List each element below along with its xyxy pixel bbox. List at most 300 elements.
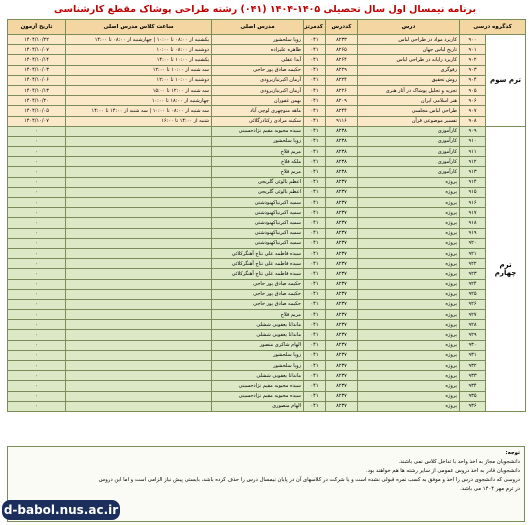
unit-cell: ۰۴۱ <box>304 381 326 391</box>
table-row <box>8 259 526 269</box>
header-exam: تاریخ آزمون <box>8 20 66 35</box>
group-code-cell: ۹۲۴ <box>460 279 486 289</box>
table-row <box>8 147 526 157</box>
unit-cell: ۰۴۱ <box>304 177 326 187</box>
time-cell <box>66 208 212 218</box>
course-cell: پروژه <box>358 350 460 360</box>
course-code-cell: ۸۲۳۷ <box>326 279 358 289</box>
unit-cell: ۰۴۱ <box>304 45 326 55</box>
time-cell <box>66 218 212 228</box>
course-cell: کارآموزی <box>358 147 460 157</box>
group-code-cell: ۹۱۵ <box>460 187 486 197</box>
course-cell: کارآموزی <box>358 136 460 146</box>
course-cell: تفسیر موضوعی قرآن <box>358 116 460 126</box>
course-cell: پروژه <box>358 279 460 289</box>
group-code-cell: ۹۲۳ <box>460 269 486 279</box>
exam-date-cell: ۱۴۰۴/۱۰/۰۳ <box>8 65 66 75</box>
course-code-cell: ۸۲۳۷ <box>326 289 358 299</box>
unit-cell: ۰۴۱ <box>304 75 326 85</box>
time-cell <box>66 310 212 320</box>
teacher-cell: آرمان اکبرنیازبرودی <box>212 85 304 95</box>
unit-cell: ۰۴۱ <box>304 116 326 126</box>
teacher-cell: سمیه اکبرنیاکهنودشتی <box>212 218 304 228</box>
course-code-cell: ۸۲۴۴ <box>326 106 358 116</box>
time-cell <box>66 136 212 146</box>
teacher-cell: سیده فاطمه علی نتاج آهنگرکلائی <box>212 269 304 279</box>
time-cell <box>66 381 212 391</box>
unit-cell: ۰۴۱ <box>304 299 326 309</box>
teacher-cell: سکینه مرادی رکنادرگلائی <box>212 116 304 126</box>
table-row <box>8 401 526 411</box>
group-code-cell: ۹۰۱ <box>460 45 486 55</box>
term-label-3: ترم سوم <box>486 35 526 127</box>
unit-cell: ۰۴۱ <box>304 401 326 411</box>
exam-date-cell: ۰ <box>8 391 66 401</box>
exam-date-cell: ۰ <box>8 401 66 411</box>
exam-date-cell: ۰ <box>8 279 66 289</box>
term-label-4: ترم چهارم <box>486 126 526 411</box>
time-cell <box>66 361 212 371</box>
table-row <box>8 279 526 289</box>
table-row <box>8 289 526 299</box>
time-cell: دوشنبه از ۰۸:۰۰ تا ۱۰:۰۰ <box>66 45 212 55</box>
course-cell: پروژه <box>358 238 460 248</box>
table-row <box>8 228 526 238</box>
teacher-cell: سیده محبوبه مقیم نژادحسینی <box>212 391 304 401</box>
time-cell <box>66 198 212 208</box>
table-row <box>8 35 526 45</box>
course-code-cell: ۸۲۶۴ <box>326 55 358 65</box>
teacher-cell: سیده فاطمه علی نتاج آهنگرکلائی <box>212 248 304 258</box>
course-cell: روش تحقیق <box>358 75 460 85</box>
exam-date-cell: ۱۴۰۴/۱۰/۰۵ <box>8 106 66 116</box>
time-cell <box>66 289 212 299</box>
group-code-cell: ۹۱۴ <box>460 177 486 187</box>
unit-cell: ۰۴۱ <box>304 391 326 401</box>
course-cell: رفوگری <box>358 65 460 75</box>
group-code-cell: ۹۲۹ <box>460 330 486 340</box>
header-teacher: مدرس اصلی <box>212 20 304 35</box>
exam-date-cell: ۰ <box>8 269 66 279</box>
teacher-cell: زویا سلحشور <box>212 35 304 45</box>
group-code-cell: ۹۰۰ <box>460 35 486 45</box>
group-code-cell: ۹۰۷ <box>460 106 486 116</box>
time-cell: شنبه از ۱۴:۰۰ تا ۱۶:۰۰ <box>66 116 212 126</box>
time-cell <box>66 187 212 197</box>
course-code-cell: ۸۲۲۶ <box>326 85 358 95</box>
table-row <box>8 208 526 218</box>
table-row <box>8 177 526 187</box>
group-code-cell: ۹۲۵ <box>460 289 486 299</box>
course-code-cell: ۸۲۳۷ <box>326 208 358 218</box>
time-cell: سه شنبه از ۱۲:۰۰ تا ۱۵:۰۰ <box>66 85 212 95</box>
time-cell: سه شنبه از ۱۰:۰۰ تا ۱۲:۰۰ <box>66 65 212 75</box>
unit-cell: ۰۴۱ <box>304 248 326 258</box>
unit-cell: ۰۴۱ <box>304 259 326 269</box>
teacher-cell: مریم فلاح <box>212 310 304 320</box>
course-cell: طراحی لباس مجلسی <box>358 106 460 116</box>
course-code-cell: ۹۱۱۶ <box>326 116 358 126</box>
table-row <box>8 381 526 391</box>
course-code-cell: ۸۲۳۷ <box>326 248 358 258</box>
teacher-cell: مریم فلاح <box>212 147 304 157</box>
page-title: برنامه نیمسال اول سال تحصیلی ۱۴۰۵-۱۴۰۴ (۰۴۱) رشته طراحی پوشاک مقطع کارشناسی <box>53 4 477 15</box>
exam-date-cell: ۰ <box>8 289 66 299</box>
course-cell: پروژه <box>358 330 460 340</box>
table-row <box>8 299 526 309</box>
header-group-code: کدگروه درسی <box>460 20 526 35</box>
unit-cell: ۰۴۱ <box>304 96 326 106</box>
group-code-cell: ۹۱۹ <box>460 228 486 238</box>
unit-cell: ۰۴۱ <box>304 279 326 289</box>
exam-date-cell: ۱۴۰۴/۱۰/۱۳ <box>8 85 66 95</box>
course-code-cell: ۸۲۳۸ <box>326 126 358 136</box>
exam-date-cell: ۰ <box>8 381 66 391</box>
header-row <box>8 20 526 35</box>
header-course: درس <box>358 20 460 35</box>
exam-date-cell: ۱۴۰۴/۱۰/۰۷ <box>8 45 66 55</box>
table-row <box>8 106 526 116</box>
course-code-cell: ۸۲۳۷ <box>326 330 358 340</box>
table-row <box>8 269 526 279</box>
unit-cell: ۰۴۱ <box>304 310 326 320</box>
course-cell: پروژه <box>358 187 460 197</box>
teacher-cell: حکیمه صادق پور حاجی <box>212 299 304 309</box>
teacher-cell: سمیه اکبرنیاکهنودشتی <box>212 208 304 218</box>
teacher-cell: الهام شاکری منصور <box>212 340 304 350</box>
course-cell: کارآموزی <box>358 167 460 177</box>
time-cell: یکشنبه از ۰۸:۰۰ تا ۱۰:۰۰ | چهارشنبه از ۰۸:۰۰ تا ۱۴:۰۰ <box>66 35 212 45</box>
course-code-cell: ۸۲۳۷ <box>326 218 358 228</box>
exam-date-cell: ۰ <box>8 218 66 228</box>
time-cell <box>66 320 212 330</box>
course-cell: پروژه <box>358 299 460 309</box>
course-code-cell: ۸۲۳۷ <box>326 391 358 401</box>
teacher-cell: ماندانا یعقوبی ششلی <box>212 371 304 381</box>
table-row <box>8 96 526 106</box>
unit-cell: ۰۴۱ <box>304 65 326 75</box>
course-cell: کارآموزی <box>358 157 460 167</box>
course-cell: تجزیه و تحلیل پوشاک در آثار هنری <box>358 85 460 95</box>
group-code-cell: ۹۱۱ <box>460 147 486 157</box>
time-cell <box>66 177 212 187</box>
time-cell: یکشنبه از ۱۰:۰۰ تا ۱۴:۰۰ <box>66 55 212 65</box>
teacher-cell: سمیه اکبرنیاکهنودشتی <box>212 238 304 248</box>
course-cell: پروژه <box>358 310 460 320</box>
course-cell: کارآموزی <box>358 126 460 136</box>
course-code-cell: ۸۲۳۷ <box>326 228 358 238</box>
group-code-cell: ۹۳۶ <box>460 401 486 411</box>
site-logo[interactable]: d-babol.nus.ac.ir <box>2 500 120 520</box>
course-cell: پروژه <box>358 289 460 299</box>
table-row <box>8 218 526 228</box>
table-row <box>8 167 526 177</box>
time-cell <box>66 228 212 238</box>
course-cell: پروژه <box>358 381 460 391</box>
teacher-cell: اعظم بالوئی گلریجی <box>212 177 304 187</box>
course-code-cell: ۸۲۲۴ <box>326 75 358 85</box>
teacher-cell: ماندانا یعقوبی ششلی <box>212 320 304 330</box>
header-unit: کدمرتز <box>304 20 326 35</box>
schedule-body <box>8 35 526 412</box>
exam-date-cell: ۰ <box>8 350 66 360</box>
table-row <box>8 187 526 197</box>
time-cell <box>66 248 212 258</box>
note-line: دروسی که دانشجوی درس را اخذ و موفق به کسب نمره قبولی نشده است و یا شرکت در کلاسهای آن در پایان نیمسال درس را حذف کرده باشد، بایستی پیش نیاز الزامی است و اما این دروس <box>98 477 520 483</box>
teacher-cell: آیدا عقلی <box>212 55 304 65</box>
time-cell <box>66 259 212 269</box>
exam-date-cell: ۰ <box>8 371 66 381</box>
time-cell: چهارشنبه از ۱۸:۰۰ تا ۱۰:۰۰ <box>66 96 212 106</box>
group-code-cell: ۹۱۳ <box>460 167 486 177</box>
table-row <box>8 371 526 381</box>
group-code-cell: ۹۰۴ <box>460 75 486 85</box>
table-row <box>8 238 526 248</box>
time-cell <box>66 167 212 177</box>
group-code-cell: ۹۰۵ <box>460 85 486 95</box>
table-row <box>8 340 526 350</box>
time-cell <box>66 269 212 279</box>
unit-cell: ۰۴۱ <box>304 147 326 157</box>
teacher-cell: زویا سلحشور <box>212 361 304 371</box>
table-row <box>8 85 526 95</box>
unit-cell: ۰۴۱ <box>304 350 326 360</box>
course-code-cell: ۸۲۳۷ <box>326 381 358 391</box>
unit-cell: ۰۴۱ <box>304 85 326 95</box>
unit-cell: ۰۴۱ <box>304 269 326 279</box>
header-course-code: کددرس <box>326 20 358 35</box>
group-code-cell: ۹۰۳ <box>460 65 486 75</box>
group-code-cell: ۹۳۱ <box>460 350 486 360</box>
exam-date-cell: ۱۴۰۴/۱۰/۲۰ <box>8 96 66 106</box>
notes-heading: توجه: <box>505 450 520 456</box>
time-cell <box>66 299 212 309</box>
unit-cell: ۰۴۱ <box>304 238 326 248</box>
course-cell: پروژه <box>358 177 460 187</box>
table-row <box>8 136 526 146</box>
teacher-cell: سیده محبوبه مقیم نژادحسینی <box>212 381 304 391</box>
exam-date-cell: ۰ <box>8 177 66 187</box>
note-line: دانشجویان مجاز به اخذ واحد با تداخل کلاس نمی باشند. <box>398 459 520 465</box>
teacher-cell: اعظم بالوئی گلریجی <box>212 187 304 197</box>
course-cell: پروژه <box>358 401 460 411</box>
time-cell <box>66 126 212 136</box>
teacher-cell: طاهره علیزاده <box>212 45 304 55</box>
course-code-cell: ۸۲۳۸ <box>326 157 358 167</box>
group-code-cell: ۹۳۵ <box>460 391 486 401</box>
unit-cell: ۰۴۱ <box>304 340 326 350</box>
unit-cell: ۰۴۱ <box>304 320 326 330</box>
group-code-cell: ۹۱۰ <box>460 136 486 146</box>
course-code-cell: ۸۲۳۸ <box>326 136 358 146</box>
teacher-cell: ملکه فلاح <box>212 157 304 167</box>
course-code-cell: ۸۲۶۵ <box>326 45 358 55</box>
teacher-cell: زویا سلحشور <box>212 136 304 146</box>
course-cell: هنر اسلامی ایران <box>358 96 460 106</box>
course-code-cell: ۸۲۳۸ <box>326 147 358 157</box>
course-cell: پروژه <box>358 371 460 381</box>
group-code-cell: ۹۱۷ <box>460 208 486 218</box>
time-cell <box>66 371 212 381</box>
unit-cell: ۰۴۱ <box>304 198 326 208</box>
unit-cell: ۰۴۱ <box>304 35 326 45</box>
unit-cell: ۰۴۱ <box>304 289 326 299</box>
table-row <box>8 310 526 320</box>
table-row <box>8 198 526 208</box>
course-code-cell: ۸۲۳۷ <box>326 177 358 187</box>
exam-date-cell: ۰ <box>8 167 66 177</box>
table-row <box>8 65 526 75</box>
teacher-cell: سیده محبوبه مقیم نژادحسینی <box>212 126 304 136</box>
exam-date-cell: ۰ <box>8 330 66 340</box>
exam-date-cell: ۱۴۰۴/۱۰/۲۲ <box>8 35 66 45</box>
group-code-cell: ۹۰۸ <box>460 116 486 126</box>
time-cell <box>66 330 212 340</box>
time-cell <box>66 238 212 248</box>
table-row <box>8 55 526 65</box>
exam-date-cell: ۰ <box>8 310 66 320</box>
course-code-cell: ۸۲۳۷ <box>326 340 358 350</box>
course-cell: پروژه <box>358 391 460 401</box>
table-row <box>8 248 526 258</box>
course-code-cell: ۸۲۳۷ <box>326 187 358 197</box>
course-cell: پروژه <box>358 198 460 208</box>
group-code-cell: ۹۰۹ <box>460 126 486 136</box>
exam-date-cell: ۰ <box>8 147 66 157</box>
course-cell: پروژه <box>358 208 460 218</box>
group-code-cell: ۹۲۰ <box>460 238 486 248</box>
time-cell <box>66 401 212 411</box>
course-code-cell: ۸۲۳۷ <box>326 371 358 381</box>
table-row <box>8 45 526 55</box>
teacher-cell: الهام منصوری <box>212 401 304 411</box>
course-code-cell: ۸۲۳۷ <box>326 320 358 330</box>
teacher-cell: حکیمه صادق پور حاجی <box>212 279 304 289</box>
teacher-cell: سمیه اکبرنیاکهنودشتی <box>212 228 304 238</box>
exam-date-cell: ۰ <box>8 198 66 208</box>
teacher-cell: ماهه منوچهری لوچی آباد <box>212 106 304 116</box>
teacher-cell: بهمن غفوران <box>212 96 304 106</box>
course-code-cell: ۸۲۳۳ <box>326 35 358 45</box>
time-cell: سه شنبه از ۰۸:۰۰ تا ۱۰:۰۰ | سه شنبه از ۱۴:۰۰ تا ۱۴:۰۰ <box>66 106 212 116</box>
group-code-cell: ۹۲۲ <box>460 259 486 269</box>
course-code-cell: ۸۲۰۹ <box>326 96 358 106</box>
course-cell: پروژه <box>358 259 460 269</box>
group-code-cell: ۹۱۶ <box>460 198 486 208</box>
course-code-cell: ۸۲۳۷ <box>326 198 358 208</box>
unit-cell: ۰۴۱ <box>304 157 326 167</box>
exam-date-cell: ۰ <box>8 228 66 238</box>
table-row <box>8 361 526 371</box>
exam-date-cell: ۰ <box>8 259 66 269</box>
teacher-cell: حکیمه صادق پور حاجی <box>212 289 304 299</box>
group-code-cell: ۹۲۱ <box>460 248 486 258</box>
unit-cell: ۰۴۱ <box>304 330 326 340</box>
course-cell: تاریخ لباس جهان <box>358 45 460 55</box>
group-code-cell: ۹۳۲ <box>460 361 486 371</box>
course-code-cell: ۸۲۳۷ <box>326 361 358 371</box>
group-code-cell: ۹۲۷ <box>460 310 486 320</box>
unit-cell: ۰۴۱ <box>304 218 326 228</box>
group-code-cell: ۹۰۲ <box>460 55 486 65</box>
unit-cell: ۰۴۱ <box>304 228 326 238</box>
group-code-cell: ۹۲۶ <box>460 299 486 309</box>
course-code-cell: ۸۲۳۷ <box>326 310 358 320</box>
exam-date-cell: ۰ <box>8 187 66 197</box>
group-code-cell: ۹۳۳ <box>460 371 486 381</box>
exam-date-cell: ۱۴۰۴/۱۰/۱۴ <box>8 55 66 65</box>
table-row <box>8 350 526 360</box>
course-cell: پروژه <box>358 218 460 228</box>
schedule-table <box>7 19 526 412</box>
course-cell: پروژه <box>358 320 460 330</box>
table-row <box>8 391 526 401</box>
course-cell: پروژه <box>358 269 460 279</box>
time-cell <box>66 391 212 401</box>
header-time: ساعت کلاس مدرس اصلی <box>66 20 212 35</box>
group-code-cell: ۹۳۰ <box>460 340 486 350</box>
note-line: در ترم مهر ۱۴۰۴ می باشد. <box>460 486 520 492</box>
exam-date-cell: ۰ <box>8 299 66 309</box>
teacher-cell: آرمان اکبرنیازبرودی <box>212 75 304 85</box>
teacher-cell: سمیه اکبرنیاکهنودشتی <box>212 198 304 208</box>
time-cell <box>66 350 212 360</box>
exam-date-cell: ۰ <box>8 361 66 371</box>
course-code-cell: ۸۲۳۷ <box>326 350 358 360</box>
teacher-cell: سیده فاطمه علی نتاج آهنگرکلائی <box>212 259 304 269</box>
course-code-cell: ۸۲۳۷ <box>326 238 358 248</box>
table-row <box>8 330 526 340</box>
course-code-cell: ۸۲۳۸ <box>326 167 358 177</box>
course-code-cell: ۸۲۳۷ <box>326 299 358 309</box>
unit-cell: ۰۴۱ <box>304 208 326 218</box>
course-code-cell: ۸۲۳۷ <box>326 401 358 411</box>
table-row <box>8 75 526 85</box>
teacher-cell: ماندانا یعقوبی ششلی <box>212 330 304 340</box>
exam-date-cell: ۱۴۰۴/۱۰/۰۷ <box>8 116 66 126</box>
unit-cell: ۰۴۱ <box>304 126 326 136</box>
unit-cell: ۰۴۱ <box>304 167 326 177</box>
teacher-cell: زویا سلحشور <box>212 350 304 360</box>
group-code-cell: ۹۱۸ <box>460 218 486 228</box>
course-cell: کاربرد مواد در طراحی لباس <box>358 35 460 45</box>
group-code-cell: ۹۰۶ <box>460 96 486 106</box>
exam-date-cell: ۱۴۰۴/۱۰/۰۶ <box>8 75 66 85</box>
table-row <box>8 320 526 330</box>
time-cell: دوشنبه از ۱۰:۰۰ تا ۱۲:۰۰ <box>66 75 212 85</box>
time-cell <box>66 147 212 157</box>
exam-date-cell: ۰ <box>8 320 66 330</box>
table-row <box>8 126 526 136</box>
exam-date-cell: ۰ <box>8 136 66 146</box>
group-code-cell: ۹۲۸ <box>460 320 486 330</box>
course-code-cell: ۸۲۲۹ <box>326 65 358 75</box>
exam-date-cell: ۰ <box>8 157 66 167</box>
exam-date-cell: ۰ <box>8 340 66 350</box>
course-cell: پروژه <box>358 248 460 258</box>
course-code-cell: ۸۲۳۷ <box>326 259 358 269</box>
group-code-cell: ۹۳۴ <box>460 381 486 391</box>
unit-cell: ۰۴۱ <box>304 371 326 381</box>
unit-cell: ۰۴۱ <box>304 106 326 116</box>
table-row <box>8 116 526 126</box>
exam-date-cell: ۰ <box>8 126 66 136</box>
course-cell: پروژه <box>358 361 460 371</box>
course-cell: پروژه <box>358 228 460 238</box>
course-cell: کاربرد رایانه در طراحی لباس <box>358 55 460 65</box>
unit-cell: ۰۴۱ <box>304 361 326 371</box>
unit-cell: ۰۴۱ <box>304 187 326 197</box>
